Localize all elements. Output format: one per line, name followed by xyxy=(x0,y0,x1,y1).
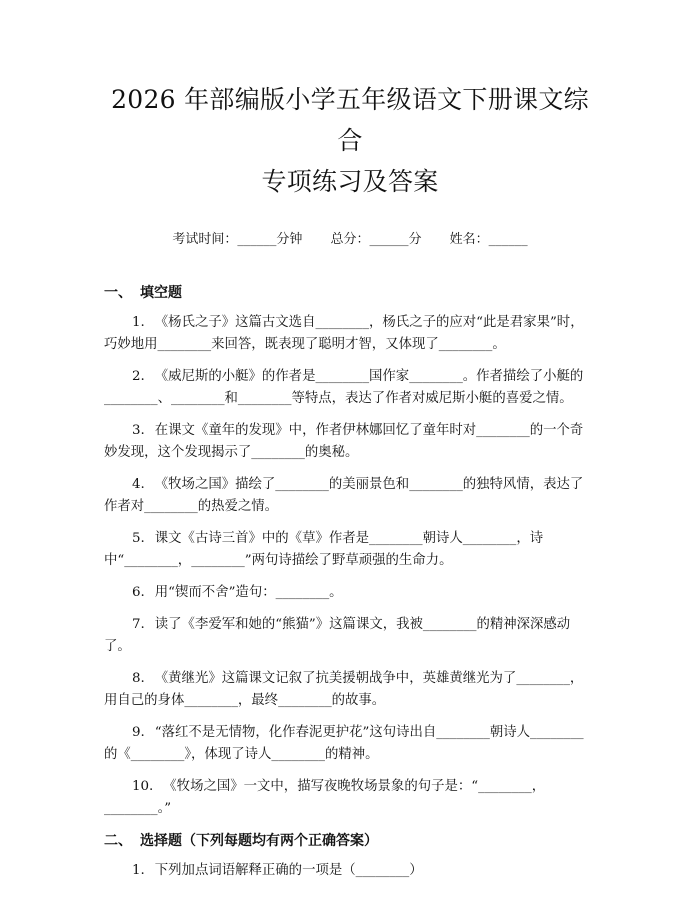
question-item xyxy=(104,722,596,766)
question-number: 1. xyxy=(132,315,145,330)
question-item xyxy=(104,614,596,658)
question-item xyxy=(104,668,596,712)
question-number: 4. xyxy=(132,477,145,492)
question-number: 1. xyxy=(132,863,145,878)
question-number: 8. xyxy=(132,671,145,686)
question-text: 读了《李爱军和她的“熊猫”》这篇课文，我被________的精神深深感动了。 xyxy=(104,617,571,654)
title-line-1: 2026 年部编版小学五年级语文下册课文综合 xyxy=(111,85,589,155)
question-text: 《牧场之国》描绘了________的美丽景色和________的独特风情，表达了作者对________的热爱之情。 xyxy=(104,477,584,514)
exam-time: 考试时间：______分钟 xyxy=(172,232,303,247)
question-text: 《杨氏之子》这篇古文选自________，杨氏之子的应对“此是君家果”时，巧妙地用________来回答，既表现了聪明才智，又体现了________。 xyxy=(104,315,584,352)
question-text: 下列加点词语解释正确的一项是（________） xyxy=(154,863,423,878)
question-item xyxy=(104,366,596,410)
section-number: 一、 xyxy=(104,285,132,301)
document-title xyxy=(104,0,596,202)
question-text: “落红不是无情物，化作春泥更护花”这句诗出自________朝诗人________的《________》，体现了诗人________的精神。 xyxy=(104,725,584,762)
question-number: 3. xyxy=(132,423,145,438)
question-item xyxy=(104,860,596,882)
section-heading-multiple-choice xyxy=(104,830,596,850)
question-text: 《黄继光》这篇课文记叙了抗美援朝战争中，英雄黄继光为了________，用自己的身体________，最终________的故事。 xyxy=(104,671,584,708)
question-item xyxy=(104,474,596,518)
exam-score: 总分：______分 xyxy=(330,232,422,247)
question-number: 6. xyxy=(132,585,145,600)
question-number: 10. xyxy=(132,779,154,794)
student-name: 姓名：______ xyxy=(449,232,528,247)
section-title: 选择题（下列每题均有两个正确答案） xyxy=(140,833,378,849)
question-text: 《牧场之国》一文中，描写夜晚牧场景象的句子是：“________，________。” xyxy=(104,779,546,816)
section-heading-fill-blank xyxy=(104,282,596,302)
question-text: 课文《古诗三首》中的《草》作者是________朝诗人________，诗中“________，________”两句诗描绘了野草顽强的生命力。 xyxy=(104,531,544,568)
question-text: 在课文《童年的发现》中，作者伊林娜回忆了童年时对________的一个奇妙发现，这个发现揭示了________的奥秘。 xyxy=(104,423,584,460)
section-title: 填空题 xyxy=(140,285,182,301)
question-number: 7. xyxy=(132,617,145,632)
question-item xyxy=(104,312,596,356)
question-text: 《威尼斯的小艇》的作者是________国作家________。作者描绘了小艇的________、________和________等特点，表达了作者对威尼斯小艇的喜爱之情。 xyxy=(104,369,584,406)
question-text: 用“锲而不舍”造句：________。 xyxy=(154,585,343,600)
title-line-2: 专项练习及答案 xyxy=(261,167,439,196)
question-item xyxy=(104,420,596,464)
question-item xyxy=(104,528,596,572)
question-item xyxy=(104,582,596,604)
question-number: 2. xyxy=(132,369,145,384)
question-number: 5. xyxy=(132,531,145,546)
exam-meta xyxy=(104,228,596,248)
question-number: 9. xyxy=(132,725,145,740)
question-item xyxy=(104,776,596,820)
section-number: 二、 xyxy=(104,833,132,849)
